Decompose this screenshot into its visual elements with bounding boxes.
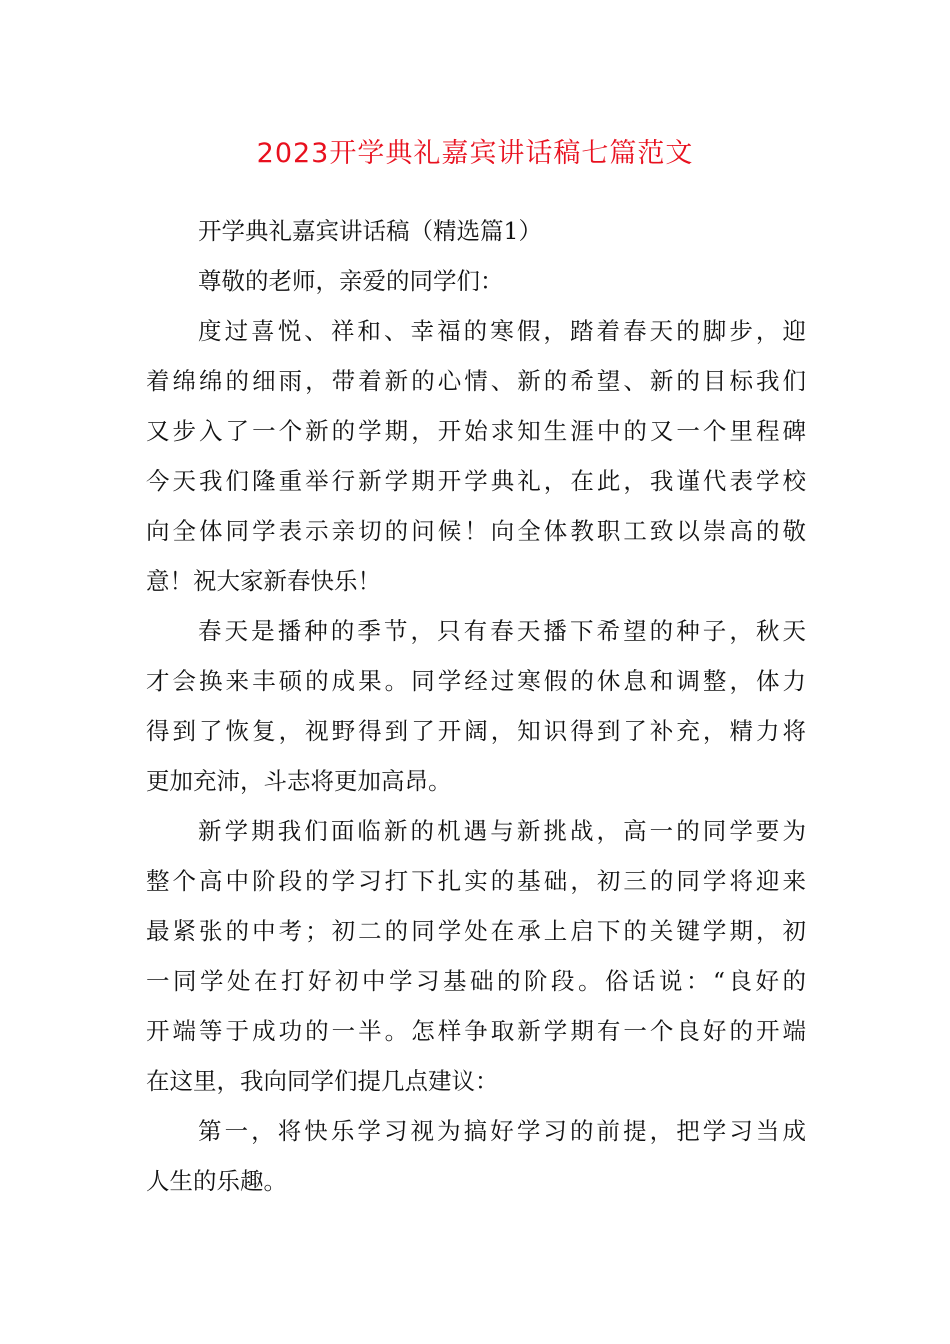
paragraph-line: 今天我们隆重举行新学期开学典礼，在此，我谨代表学校 xyxy=(146,467,806,495)
paragraph-line: 最紧张的中考；初二的同学处在承上启下的关键学期，初 xyxy=(146,917,806,945)
paragraph-line: 春天是播种的季节，只有春天播下希望的种子，秋天 xyxy=(198,617,806,645)
paragraph-line: 一同学处在打好初中学习基础的阶段。俗话说：“良好的 xyxy=(146,967,806,995)
salutation: 尊敬的老师，亲爱的同学们： xyxy=(198,267,504,295)
paragraph-line: 开端等于成功的一半。怎样争取新学期有一个良好的开端 xyxy=(146,1017,806,1045)
paragraph-line: 着绵绵的细雨，带着新的心情、新的希望、新的目标我们 xyxy=(146,367,806,395)
document-title: 2023开学典礼嘉宾讲话稿七篇范文 xyxy=(256,138,694,169)
section-heading: 开学典礼嘉宾讲话稿（精选篇1） xyxy=(198,217,542,245)
paragraph-line: 在这里，我向同学们提几点建议： xyxy=(146,1067,499,1095)
paragraph-line: 才会换来丰硕的成果。同学经过寒假的休息和调整，体力 xyxy=(146,667,806,695)
paragraph-line: 整个高中阶段的学习打下扎实的基础，初三的同学将迎来 xyxy=(146,867,806,895)
paragraph-line: 向全体同学表示亲切的问候！向全体教职工致以崇高的敬 xyxy=(146,517,806,545)
paragraph-line: 得到了恢复，视野得到了开阔，知识得到了补充，精力将 xyxy=(146,717,806,745)
paragraph-line: 意！祝大家新春快乐！ xyxy=(146,567,381,595)
paragraph-line: 度过喜悦、祥和、幸福的寒假，踏着春天的脚步，迎 xyxy=(198,317,806,345)
paragraph-line: 人生的乐趣。 xyxy=(146,1167,287,1195)
paragraph-line: 又步入了一个新的学期，开始求知生涯中的又一个里程碑 xyxy=(146,417,806,445)
paragraph-line: 第一，将快乐学习视为搞好学习的前提，把学习当成 xyxy=(198,1117,806,1145)
document-body xyxy=(146,206,806,1206)
paragraph-line: 更加充沛，斗志将更加高昂。 xyxy=(146,767,452,795)
paragraph-line: 新学期我们面临新的机遇与新挑战，高一的同学要为 xyxy=(198,817,806,845)
